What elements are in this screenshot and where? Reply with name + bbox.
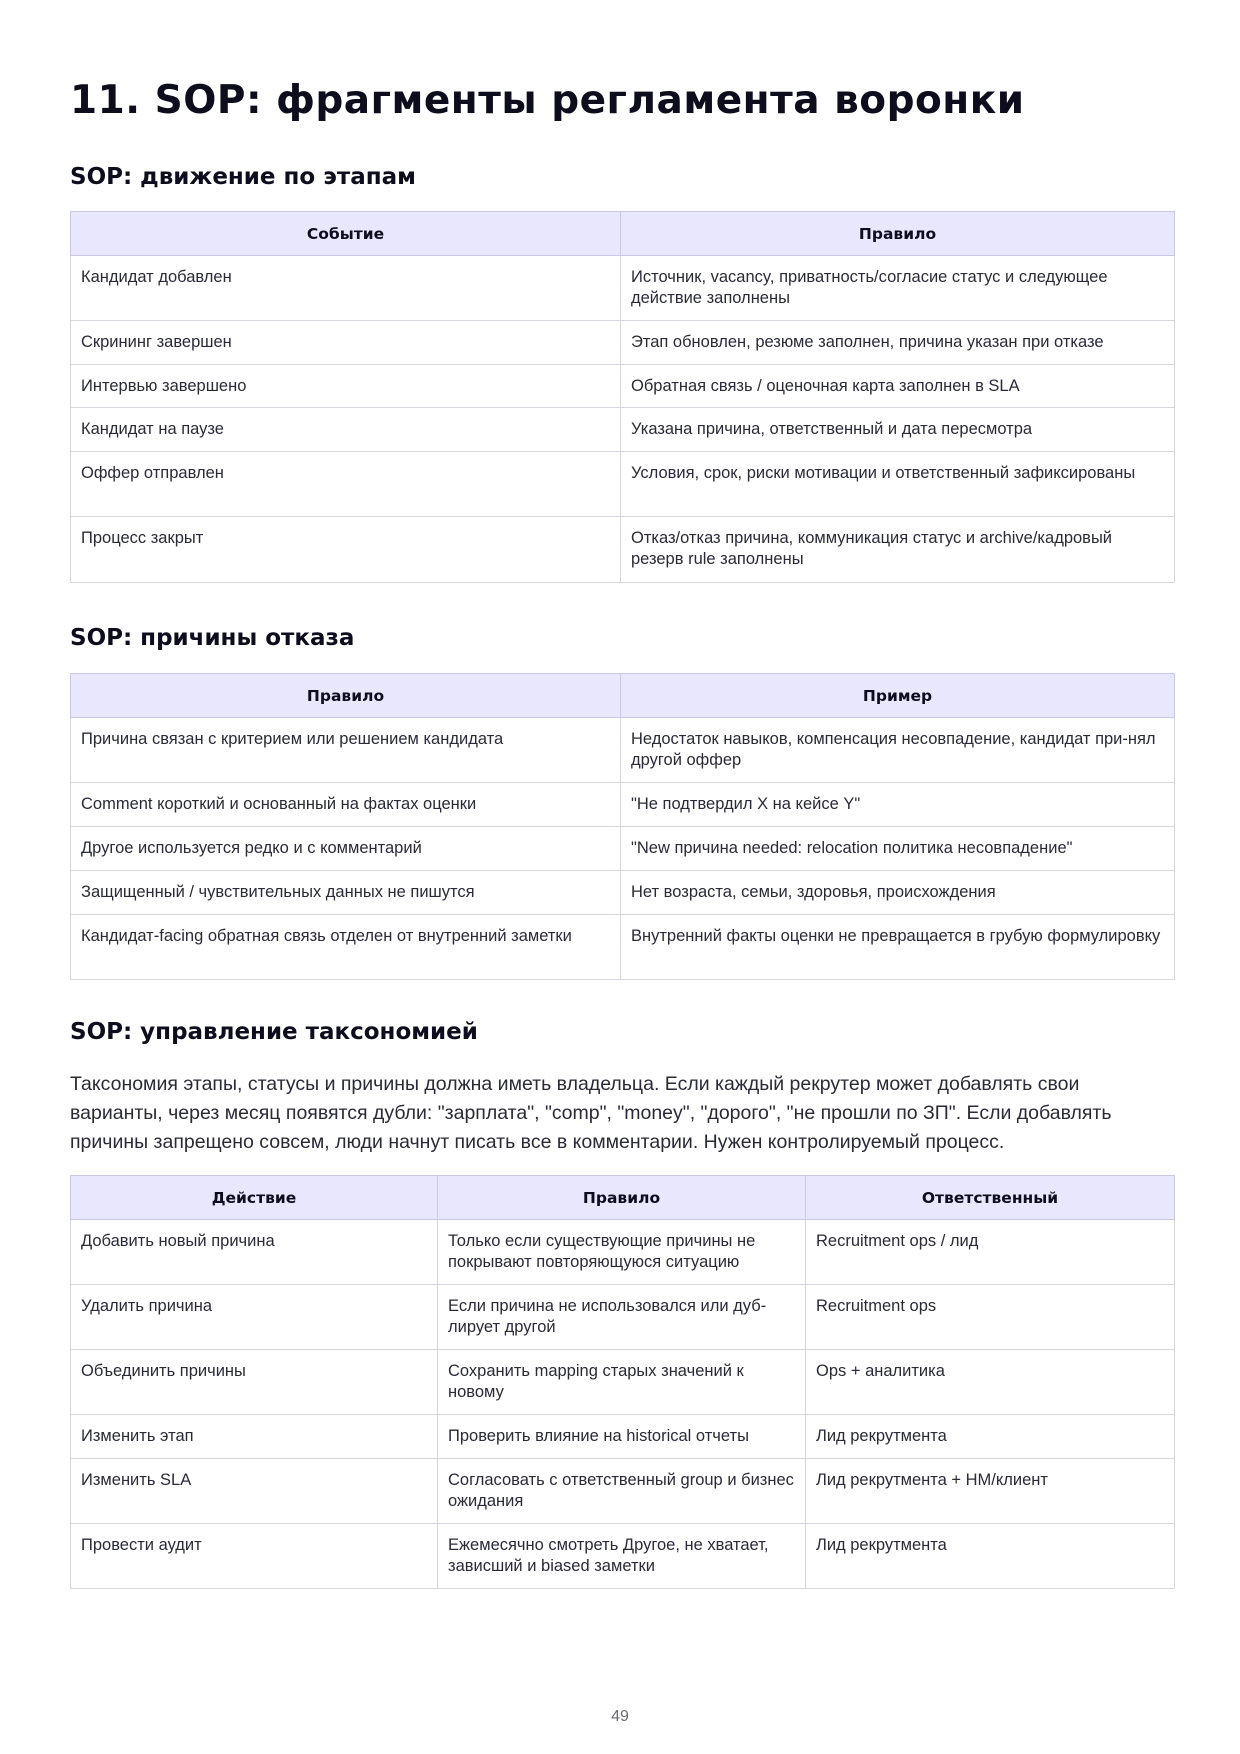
- table-row: [71, 1459, 1175, 1524]
- table-cell: Объединить причины: [71, 1350, 438, 1415]
- page-title: 11. SOP: фрагменты регламента воронки: [70, 78, 1025, 123]
- table-cell: Ops + аналитика: [806, 1350, 1175, 1415]
- table-stage-movement: [70, 211, 1175, 583]
- table-header-row: [71, 212, 1175, 256]
- table-cell: Внутренний факты оценки не превращается в грубую формулировку: [621, 915, 1175, 980]
- table-cell: Интервью завершено: [71, 365, 621, 408]
- table-cell: Проверить влияние на historical отчеты: [438, 1415, 806, 1459]
- table-cell: Этап обновлен, резюме заполнен, причина указан при отказе: [621, 321, 1175, 365]
- table-row: [71, 871, 1175, 915]
- column-header: Правило: [71, 674, 621, 718]
- table-cell: Кандидат добавлен: [71, 256, 621, 321]
- section-heading-rejection-reasons: SOP: причины отказа: [70, 625, 355, 651]
- table-row: [71, 517, 1175, 583]
- table-row: [71, 1220, 1175, 1285]
- table-cell: Если причина не использовался или дуб-лирует другой: [438, 1285, 806, 1350]
- column-header: Правило: [621, 212, 1175, 256]
- table-cell: Другое используется редко и с комментарий: [71, 827, 621, 871]
- column-header: Правило: [438, 1176, 806, 1220]
- table-cell: Лид рекрутмента: [806, 1524, 1175, 1589]
- table-cell: Отказ/отказ причина, коммуникация статус и archive/кадровый резерв rule заполнены: [621, 517, 1175, 583]
- table-row: [71, 1285, 1175, 1350]
- table-taxonomy-management: [70, 1175, 1175, 1589]
- column-header: Событие: [71, 212, 621, 256]
- table-cell: Recruitment ops / лид: [806, 1220, 1175, 1285]
- table-cell: Добавить новый причина: [71, 1220, 438, 1285]
- table-cell: Указана причина, ответственный и дата пересмотра: [621, 408, 1175, 452]
- table-row: [71, 408, 1175, 452]
- table-cell: Причина связан с критерием или решением кандидата: [71, 718, 621, 783]
- table-cell: Удалить причина: [71, 1285, 438, 1350]
- column-header: Ответственный: [806, 1176, 1175, 1220]
- column-header: Действие: [71, 1176, 438, 1220]
- table-row: [71, 452, 1175, 517]
- table-cell: Защищенный / чувствительных данных не пишутся: [71, 871, 621, 915]
- table-cell: Лид рекрутмента: [806, 1415, 1175, 1459]
- column-header: Пример: [621, 674, 1175, 718]
- table-cell: Изменить этап: [71, 1415, 438, 1459]
- taxonomy-paragraph: Таксономия этапы, статусы и причины должна иметь владельца. Если каждый рекрутер может добавлять свои варианты, через месяц появятся дубли: "зарплата", "comp", "money", "дорого", "не прошли по ЗП". Если добавлять причины запрещено совсем, люди начнут писать все в комментарии. Нужен контролируемый процесс.: [70, 1073, 1112, 1153]
- table-cell: Процесс закрыт: [71, 517, 621, 583]
- table-row: [71, 1415, 1175, 1459]
- table-cell: Recruitment ops: [806, 1285, 1175, 1350]
- table-header-row: [71, 674, 1175, 718]
- table-cell: Обратная связь / оценочная карта заполнен в SLA: [621, 365, 1175, 408]
- table-row: [71, 1524, 1175, 1589]
- table-cell: Лид рекрутмента + HM/клиент: [806, 1459, 1175, 1524]
- table-row: [71, 365, 1175, 408]
- table-cell: Оффер отправлен: [71, 452, 621, 517]
- table-cell: "New причина needed: relocation политика несовпадение": [621, 827, 1175, 871]
- table-cell: Источник, vacancy, приватность/согласие статус и следующее действие заполнены: [621, 256, 1175, 321]
- table-header-row: [71, 1176, 1175, 1220]
- table-cell: Нет возраста, семьи, здоровья, происхождения: [621, 871, 1175, 915]
- table-cell: Изменить SLA: [71, 1459, 438, 1524]
- table-cell: Недостаток навыков, компенсация несовпадение, кандидат при-нял другой оффер: [621, 718, 1175, 783]
- table-row: [71, 321, 1175, 365]
- section-heading-stages: SOP: движение по этапам: [70, 164, 416, 190]
- page-number: 49: [611, 1708, 629, 1725]
- table-cell: Условия, срок, риски мотивации и ответственный зафиксированы: [621, 452, 1175, 517]
- table-cell: Кандидат на паузе: [71, 408, 621, 452]
- table-cell: Сохранить mapping старых значений к новому: [438, 1350, 806, 1415]
- table-cell: Провести аудит: [71, 1524, 438, 1589]
- table-row: [71, 783, 1175, 827]
- table-cell: Скрининг завершен: [71, 321, 621, 365]
- table-cell: Comment короткий и основанный на фактах оценки: [71, 783, 621, 827]
- table-row: [71, 827, 1175, 871]
- table-cell: Только если существующие причины не покрывают повторяющуюся ситуацию: [438, 1220, 806, 1285]
- table-row: [71, 718, 1175, 783]
- table-row: [71, 1350, 1175, 1415]
- table-rejection-reasons: [70, 673, 1175, 980]
- table-cell: Кандидат-facing обратная связь отделен от внутренний заметки: [71, 915, 621, 980]
- table-row: [71, 256, 1175, 321]
- section-heading-taxonomy: SOP: управление таксономией: [70, 1019, 478, 1045]
- table-cell: Согласовать с ответственный group и бизнес ожидания: [438, 1459, 806, 1524]
- table-cell: Ежемесячно смотреть Другое, не хватает, зависший и biased заметки: [438, 1524, 806, 1589]
- table-cell: "Не подтвердил X на кейсе Y": [621, 783, 1175, 827]
- table-row: [71, 915, 1175, 980]
